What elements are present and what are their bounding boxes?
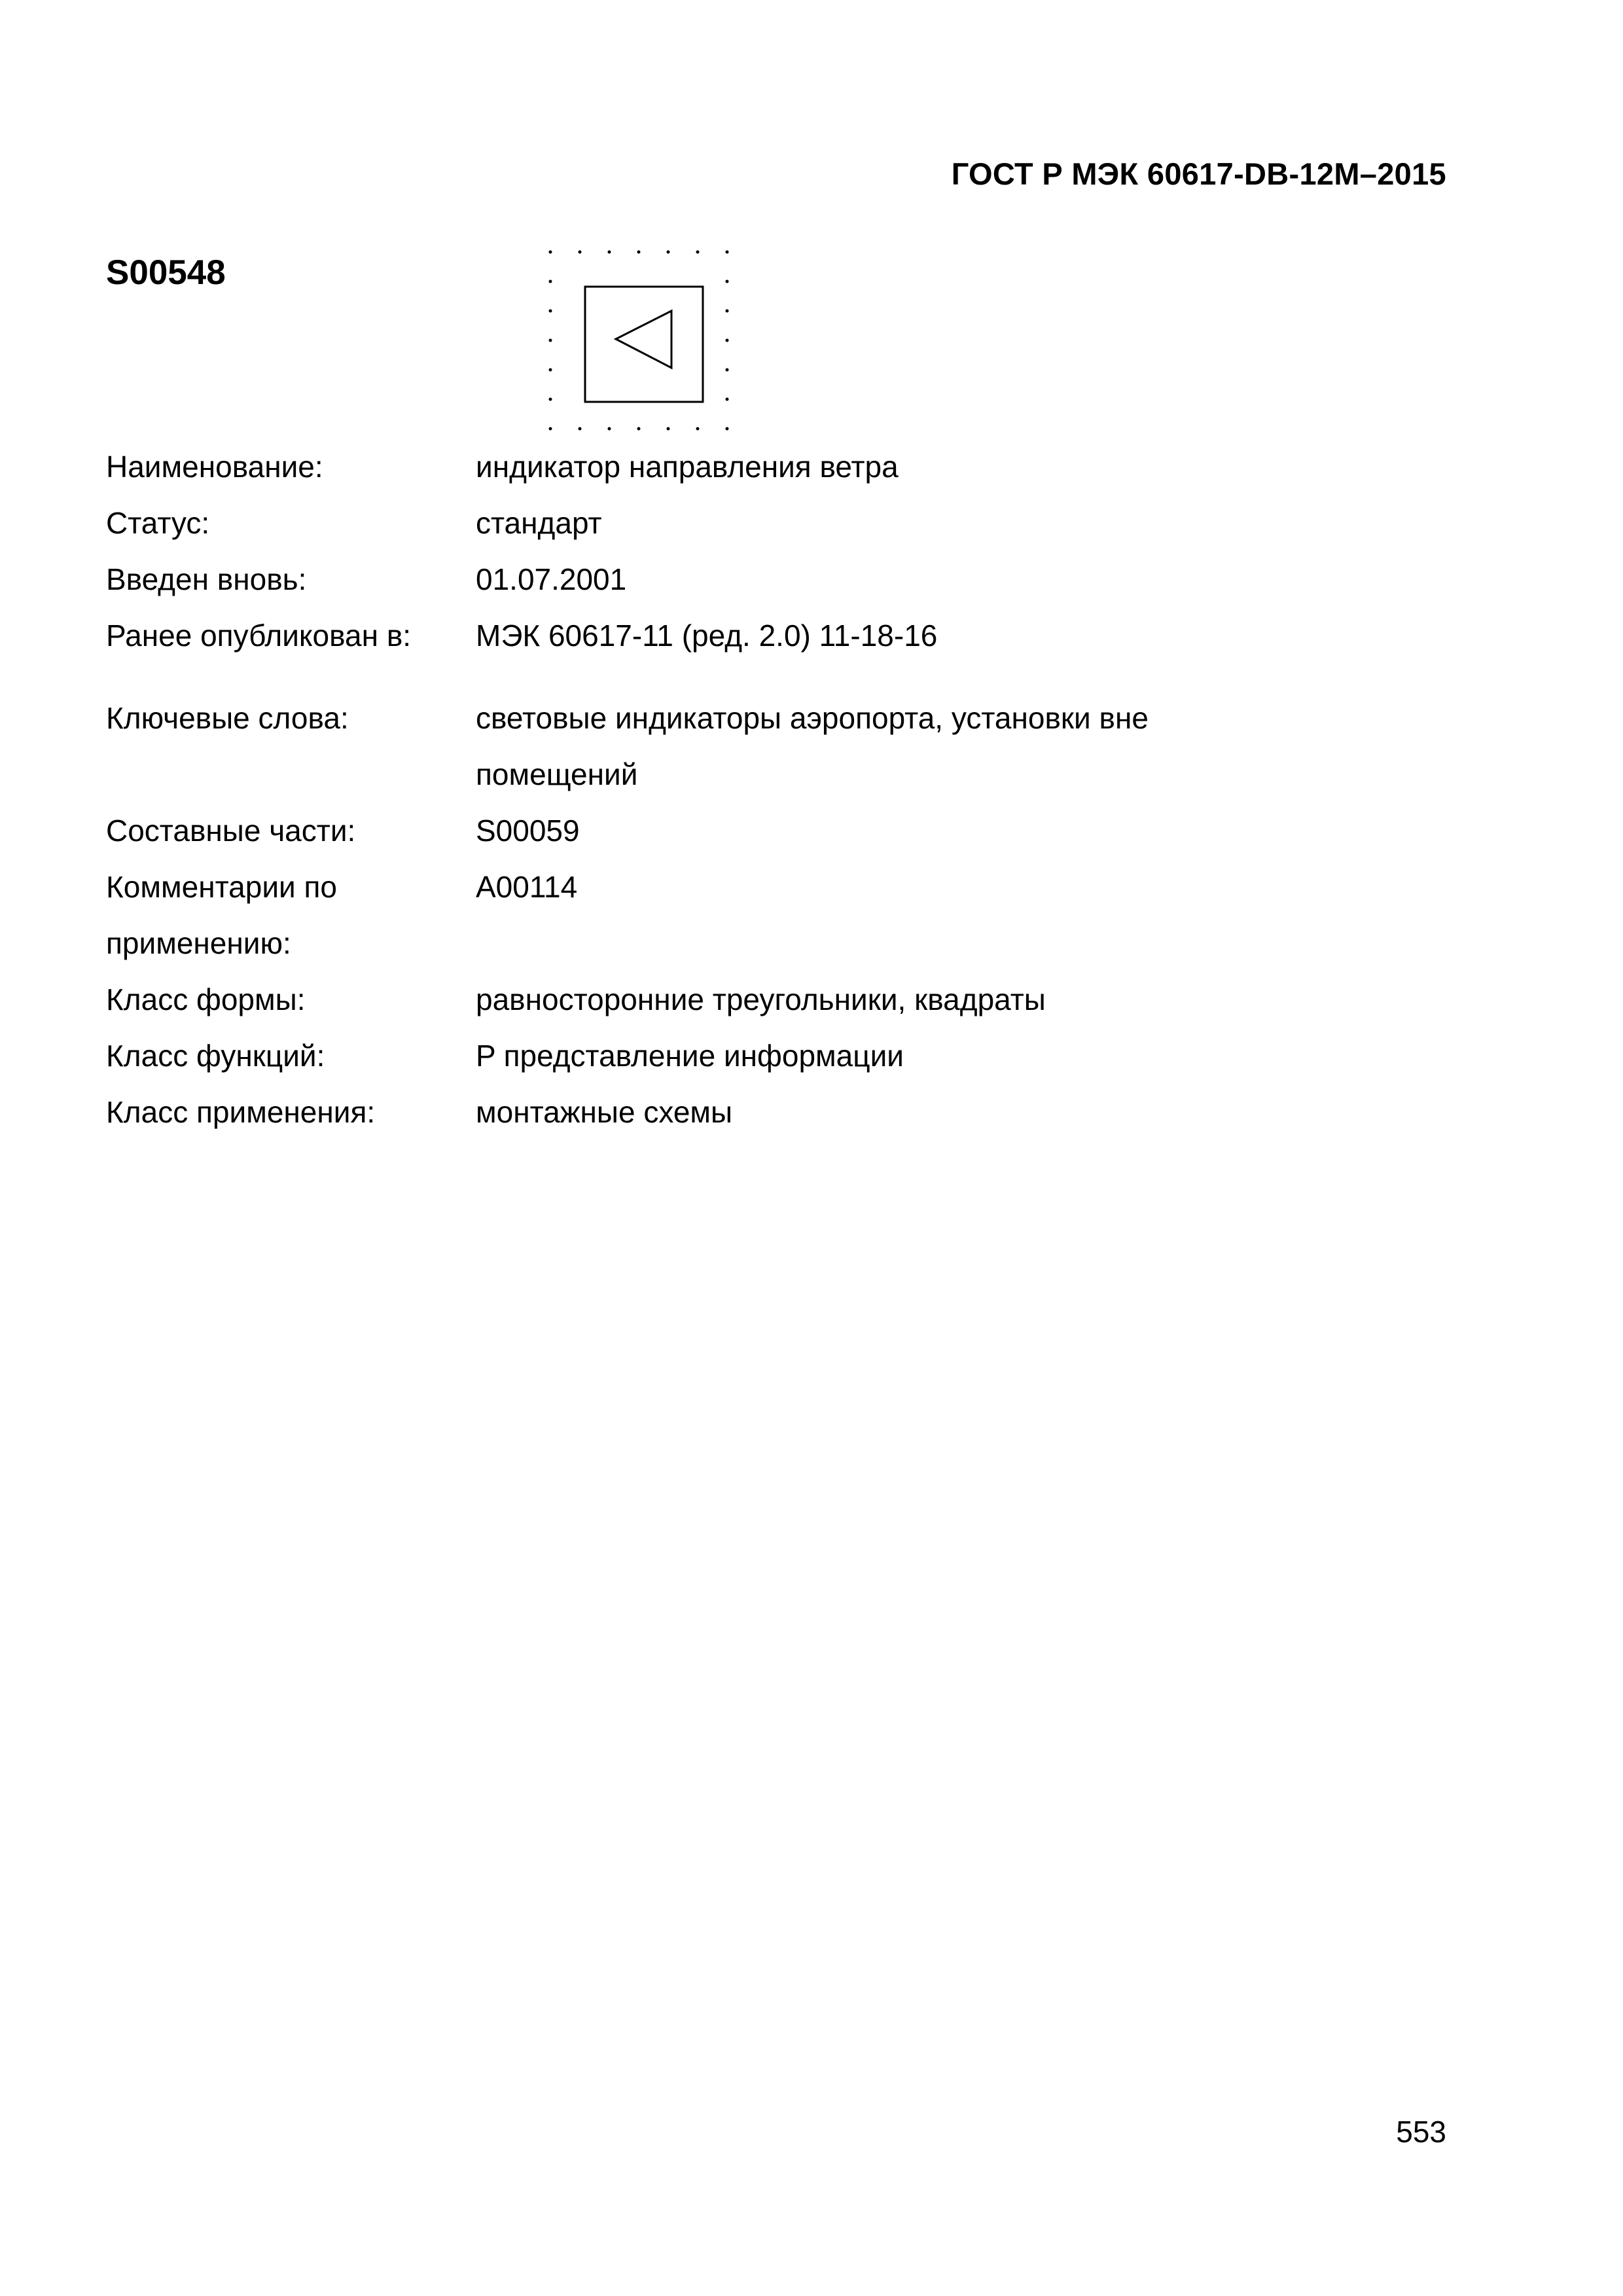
property-row-keywords: [106, 690, 1415, 802]
grid-dot: [549, 310, 552, 313]
grid-dot: [579, 427, 582, 431]
grid-dot: [549, 398, 552, 401]
wind-direction-indicator-symbol: [547, 249, 737, 439]
grid-dot: [608, 427, 611, 431]
grid-dot: [667, 251, 670, 254]
property-value: P представление информации: [476, 1039, 904, 1073]
grid-dot: [579, 251, 582, 254]
property-row-shape-class: [106, 971, 1415, 1028]
page-number: 553: [1396, 2115, 1446, 2149]
grid-dot: [696, 427, 700, 431]
property-value: 01.07.2001: [476, 562, 627, 596]
grid-dot: [549, 339, 552, 342]
symbol-properties: [106, 439, 1415, 1140]
grid-dot: [667, 427, 670, 431]
property-label: Комментарии по применению:: [106, 870, 337, 960]
grid-dot: [549, 280, 552, 283]
grid-dot: [726, 339, 729, 342]
property-row-name: [106, 439, 1415, 495]
grid-dot: [726, 280, 729, 283]
grid-dot: [608, 251, 611, 254]
grid-dot: [726, 310, 729, 313]
property-label: Составные части:: [106, 814, 356, 848]
property-row-introduced: [106, 551, 1415, 607]
grid-dot: [696, 251, 700, 254]
property-label: Класс применения:: [106, 1095, 376, 1129]
property-value: S00059: [476, 814, 580, 848]
property-row-components: [106, 802, 1415, 859]
property-label: Класс формы:: [106, 982, 306, 1016]
property-label: Ключевые слова:: [106, 701, 349, 735]
property-label: Введен вновь:: [106, 562, 307, 596]
grid-dot: [637, 427, 641, 431]
grid-dot: [726, 368, 729, 372]
triangle-pointer: [616, 311, 671, 368]
grid-dot: [549, 251, 552, 254]
property-label: Класс функций:: [106, 1039, 325, 1073]
property-value: МЭК 60617-11 (ред. 2.0) 11-18-16: [476, 619, 938, 653]
property-row-function-class: [106, 1028, 1415, 1084]
property-value: монтажные схемы: [476, 1095, 733, 1129]
grid-dot: [549, 368, 552, 372]
property-value: равносторонние треугольники, квадраты: [476, 982, 1046, 1016]
property-label: Ранее опубликован в:: [106, 619, 412, 653]
grid-dot: [726, 251, 729, 254]
symbol-id: S00548: [106, 253, 226, 292]
property-value: стандарт: [476, 506, 602, 540]
grid-dot: [637, 251, 641, 254]
square-frame: [585, 287, 703, 402]
grid-dot: [726, 427, 729, 431]
property-label: Наименование:: [106, 450, 323, 484]
property-row-application-class: [106, 1084, 1415, 1140]
grid-dots: [549, 251, 729, 431]
standard-code: ГОСТ Р МЭК 60617-DB-12M–2015: [951, 156, 1446, 191]
property-row-application-notes: [106, 859, 1415, 971]
property-label: Статус:: [106, 506, 210, 540]
property-value: A00114: [476, 870, 578, 904]
grid-dot: [549, 427, 552, 431]
property-value: индикатор направления ветра: [476, 450, 899, 484]
property-row-previously-published: [106, 607, 1415, 664]
property-value: световые индикаторы аэропорта, установки вне помещений: [476, 701, 1149, 791]
grid-dot: [726, 398, 729, 401]
property-row-status: [106, 495, 1415, 551]
